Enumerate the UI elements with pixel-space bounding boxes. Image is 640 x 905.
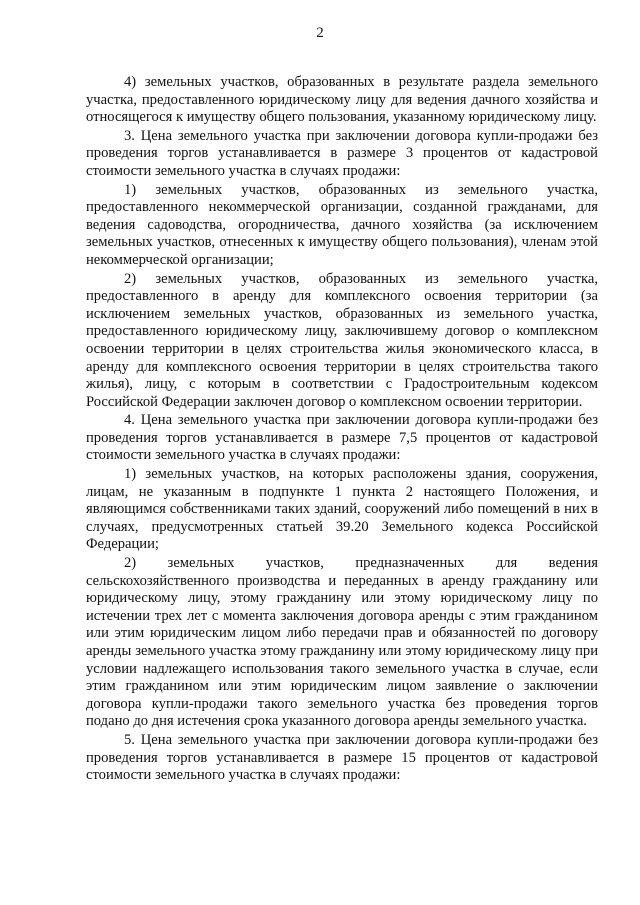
paragraph-section-3-item-2: 2) земельных участков, образованных из земельного участка, предоставленного в аренду для комплексного освоения территории (за исключением земельных участков, образованных из земельного участка, предоставленного юридическому лицу, заключившему договор о комплексном освоении территории в целях строительства жилья экономического класса, в аренду для комплексного освоения территории в целях строительства такого жилья), лицу, с которым в соответствии с Градостроительным кодексом Российской Федерации заключен договор о комплексном освоении территории. xyxy=(86,270,598,410)
paragraph-section-3-item-1: 1) земельных участков, образованных из земельного участка, предоставленного некоммерческой организации, созданной гражданами, для ведения садоводства, огородничества, дачного хозяйства (за исключением земельных участков, отнесенных к имуществу общего пользования), членам этой некоммерческой организации; xyxy=(86,181,598,268)
paragraph-section-4: 4. Цена земельного участка при заключении договора купли-продажи без проведения торгов устанавливается в размере 7,5 процентов от кадастровой стоимости земельного участка в случаях продажи: xyxy=(86,412,598,464)
paragraph-section-5: 5. Цена земельного участка при заключении договора купли-продажи без проведения торгов устанавливается в размере 15 процентов от кадастровой стоимости земельного участка в случаях продажи: xyxy=(86,731,598,784)
paragraph-4-subitem-4: 4) земельных участков, образованных в результате раздела земельного участка, предоставленного юридическому лицу для ведения дачного хозяйства и относящегося к имуществу общего пользования, указанному юридическому лицу. xyxy=(86,74,598,126)
page-number: 2 xyxy=(316,25,324,41)
document-body xyxy=(86,74,598,785)
paragraph-section-3: 3. Цена земельного участка при заключении договора купли-продажи без проведения торгов устанавливается в размере 3 процентов от кадастровой стоимости земельного участка в случаях продажи: xyxy=(86,127,598,179)
paragraph-section-4-item-1: 1) земельных участков, на которых расположены здания, сооружения, лицам, не указанным в подпункте 1 пункта 2 настоящего Положения, и являющимся собственниками таких зданий, сооружений либо помещений в них в случаях, предусмотренных статьей 39.20 Земельного кодекса Российской Федерации; xyxy=(86,466,598,553)
paragraph-section-4-item-2: 2) земельных участков, предназначенных для ведения сельскохозяйственного производства и переданных в аренду гражданину или юридическому лицу, этому гражданину или этому юридическому лицу по истечении трех лет с момента заключения договора аренды с этим гражданином или этим юридическим лицом либо передачи прав и обязанностей по договору аренды земельного участка этому гражданину или этому юридическому лицу при условии надлежащего использования такого земельного участка в случае, если этим гражданином или этим юридическим лицом заявление о заключении договора купли-продажи такого земельного участка без проведения торгов подано до дня истечения срока указанного договора аренды земельного участка. xyxy=(86,555,598,730)
